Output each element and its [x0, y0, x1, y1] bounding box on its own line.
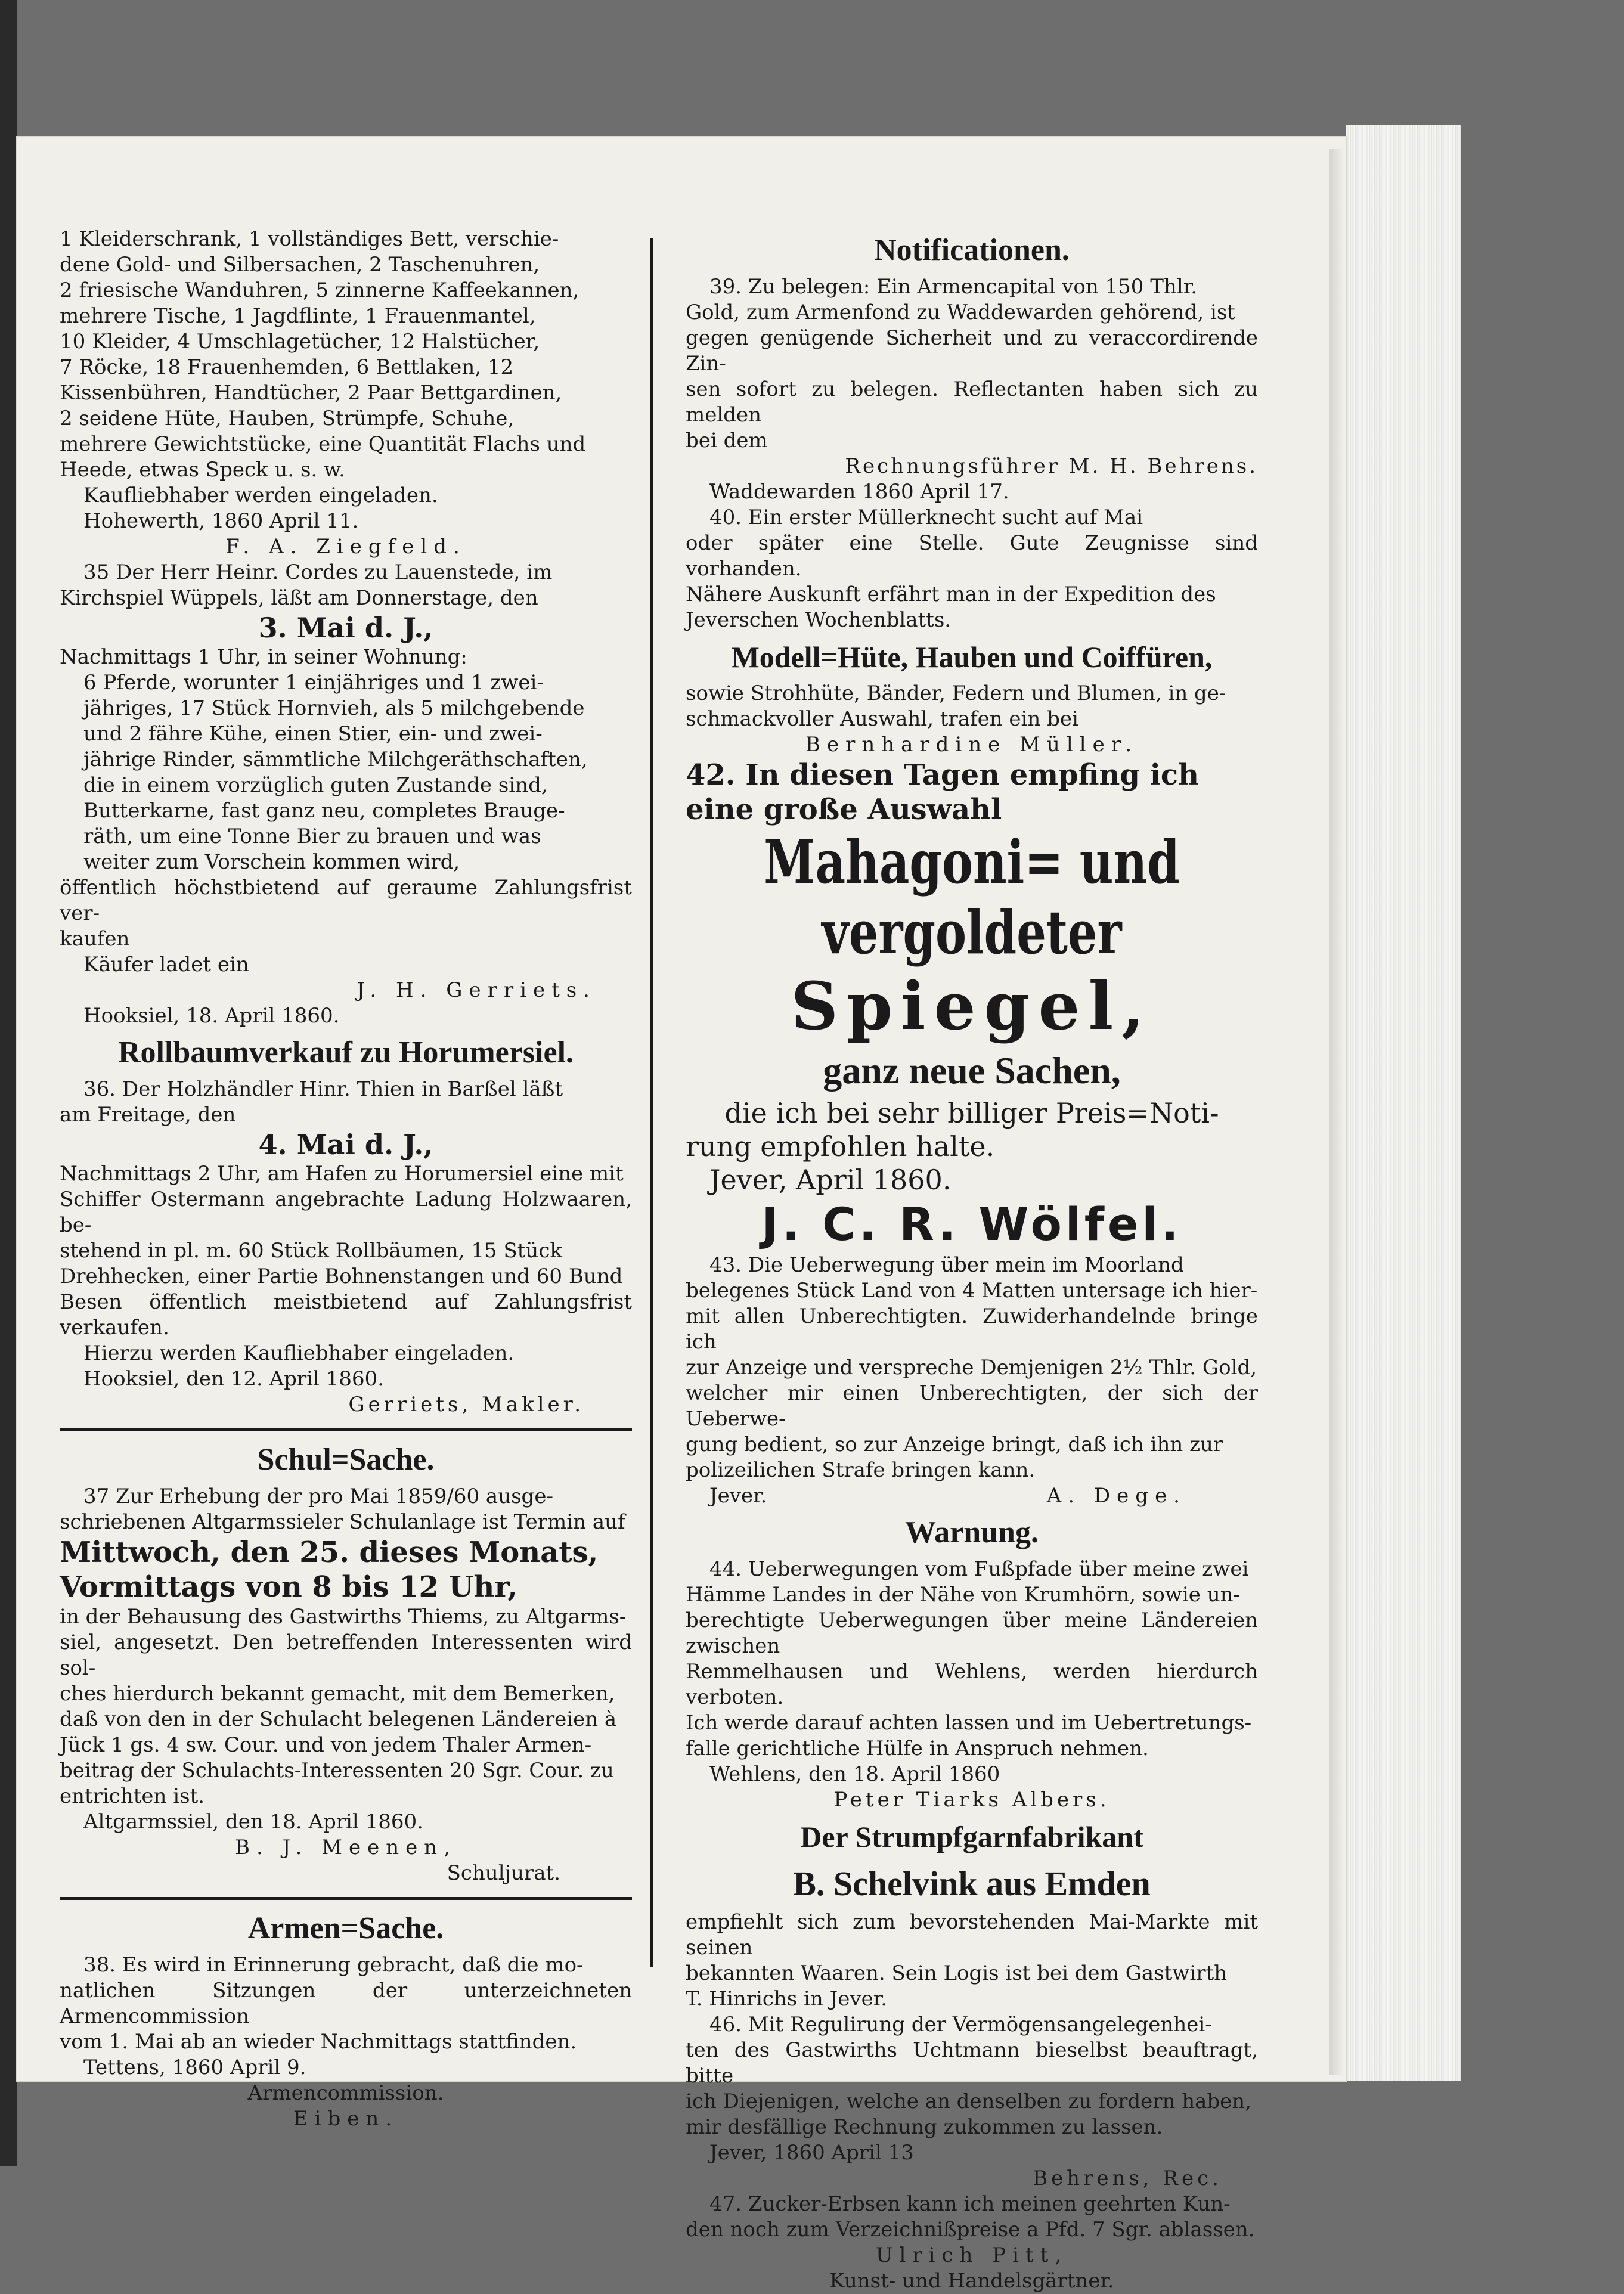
highlight-date: Mittwoch, den 25. dieses Monats,	[60, 1536, 599, 1569]
text-line: 40. Ein erster Müllerknecht sucht auf Mai	[709, 506, 1143, 529]
highlight-time: Vormittags von 8 bis 12 Uhr,	[60, 1570, 517, 1604]
text-line: empfiehlt sich zum bevorstehenden Mai-Markte mit seinen	[686, 1910, 1258, 1960]
text-line: Heede, etwas Speck u. s. w.	[60, 458, 345, 482]
text-line: belegenes Stück Land von 4 Matten untersage ich hier-	[686, 1279, 1258, 1303]
text-line: polizeilichen Strafe bringen kann.	[686, 1458, 1036, 1482]
text-line: schmackvoller Auswahl, trafen ein bei	[686, 707, 1078, 731]
text-line: Hämme Landes in der Nähe von Krumhörn, sowie un-	[686, 1583, 1241, 1607]
text-line: Kissenbühren, Handtücher, 2 Paar Bettgardinen,	[60, 381, 562, 405]
left-column	[60, 227, 632, 2132]
date-line: Hohewerth, 1860 April 11.	[83, 509, 359, 533]
text-line: beitrag der Schulachts-Interessenten 20 Sgr. Cour. zu	[60, 1759, 614, 1782]
text-line: weiter zum Vorschein kommen wird,	[83, 850, 460, 874]
highlight-date: 4. Mai d. J.,	[258, 1129, 433, 1161]
text-line: den noch zum Verzeichnißpreise a Pfd. 7 Sgr. ablassen.	[686, 2218, 1255, 2242]
section-heading: Rollbaumverkauf zu Horumersiel.	[117, 1036, 574, 1070]
signature-title: Schuljurat.	[447, 1861, 560, 1885]
text-line: kaufen	[60, 927, 130, 951]
right-column	[686, 227, 1258, 2294]
signature: B. J. Meenen,	[235, 1836, 457, 1859]
date-line: Waddewarden 1860 April 17.	[709, 480, 1009, 504]
text-line: 39. Zu belegen: Ein Armencapital von 150 Thlr.	[709, 275, 1198, 299]
section-heading: Schul=Sache.	[257, 1443, 435, 1477]
text-line: 46. Mit Regulirung der Vermögensangelegenhei-	[709, 2013, 1212, 2036]
text-line: gegen genügende Sicherheit und zu veraccordirende Zin-	[686, 326, 1258, 376]
text-line: Schiffer Ostermann angebrachte Ladung Holzwaaren, be-	[60, 1188, 632, 1237]
text-line: vom 1. Mai ab an wieder Nachmittags stattfinden.	[60, 2030, 577, 2054]
text-line: Nachmittags 2 Uhr, am Hafen zu Horumersiel eine mit	[60, 1162, 624, 1186]
place-line: Jever.	[709, 1484, 767, 1508]
text-line: 2 seidene Hüte, Hauben, Strümpfe, Schuhe,	[60, 407, 515, 430]
text-line: 2 friesische Wanduhren, 5 zinnerne Kaffeekannen,	[60, 278, 579, 302]
text-line: 47. Zucker-Erbsen kann ich meinen geehrten Kun-	[709, 2192, 1231, 2216]
text-line: zur Anzeige und verspreche Demjenigen 2½ Thlr. Gold,	[686, 1356, 1257, 1380]
ad-heading-large: Spiegel,	[791, 968, 1153, 1044]
text-line: berechtigte Ueberwegungen über meine Ländereien zwischen	[686, 1608, 1258, 1658]
divider-rule	[60, 1428, 632, 1431]
text-line: ten des Gastwirths Uchtmann bieselbst beauftragt, bitte	[686, 2038, 1258, 2088]
signature: Armencommission.	[247, 2081, 444, 2105]
text-line: dene Gold- und Silbersachen, 2 Taschenuhren,	[60, 253, 540, 277]
text-line: schriebenen Altgarmssieler Schulanlage ist Termin auf	[60, 1510, 625, 1534]
text-line: Remmelhausen und Wehlens, werden hierdurch verboten.	[686, 1660, 1258, 1709]
text-line: ches hierdurch bekannt gemacht, mit dem Bemerken,	[60, 1682, 615, 1706]
signature: Behrens, Rec.	[1033, 2166, 1222, 2190]
text-line: Nähere Auskunft erfährt man in der Expedition des	[686, 582, 1216, 606]
section-heading: Warnung.	[905, 1515, 1039, 1549]
signature: Gerriets, Makler.	[348, 1393, 584, 1416]
ad-heading: B. Schelvink aus Emden	[793, 1864, 1151, 1903]
date-line: Hooksiel, 18. April 1860.	[83, 1004, 340, 1028]
text-line: 43. Die Ueberwegung über mein im Moorland	[709, 1253, 1184, 1277]
text-line: jähriges, 17 Stück Hornvieh, als 5 milchgebende	[83, 696, 585, 720]
signature: Rechnungsführer M. H. Behrens.	[845, 454, 1258, 478]
text-line: gung bedient, so zur Anzeige bringt, daß ich ihn zur	[686, 1433, 1223, 1456]
divider-rule	[60, 1897, 632, 1900]
section-heading: Armen=Sache.	[247, 1911, 444, 1945]
text-line: bekannten Waaren. Sein Logis ist bei dem Gastwirth	[686, 1961, 1228, 1985]
text-line: 38. Es wird in Erinnerung gebracht, daß die mo-	[83, 1953, 584, 1977]
ad-heading-large: Mahagoni= und vergoldeter	[764, 827, 1180, 968]
date-line: Jever, 1860 April 13	[709, 2141, 914, 2165]
signature: Bernhardine Müller.	[805, 733, 1139, 757]
text-line: welcher mir einen Unberechtigten, der sich der Ueberwe-	[686, 1381, 1258, 1431]
page-fore-edge	[1329, 149, 1346, 2075]
text-line: mit allen Unberechtigten. Zuwiderhandelnde bringe ich	[686, 1304, 1258, 1354]
ad-heading: Modell=Hüte, Hauben und Coiffüren,	[731, 640, 1213, 674]
text-line: 37 Zur Erhebung der pro Mai 1859/60 ausge-	[83, 1484, 553, 1508]
column-divider	[650, 238, 653, 1967]
signature-title: Kunst- und Handelsgärtner.	[829, 2269, 1114, 2293]
text-line: in der Behausung des Gastwirths Thiems, zu Altgarms-	[60, 1605, 627, 1629]
text-line: Kirchspiel Wüppels, läßt am Donnerstage, den	[60, 586, 538, 610]
text-line: T. Hinrichs in Jever.	[686, 1987, 888, 2011]
text-line: Butterkarne, fast ganz neu, completes Brauge-	[83, 799, 565, 823]
text-line: bei dem	[686, 429, 768, 452]
text-line: sowie Strohhüte, Bänder, Federn und Blumen, in ge-	[686, 681, 1226, 705]
text-line: daß von den in der Schulacht belegenen Ländereien à	[60, 1707, 617, 1731]
text-line: Gold, zum Armenfond zu Waddewarden gehörend, ist	[686, 300, 1235, 324]
date-line: Tettens, 1860 April 9.	[83, 2056, 306, 2079]
text-line: mir desfällige Rechnung zukommen zu lassen.	[686, 2115, 1163, 2139]
text-line: Drehhecken, einer Partie Bohnenstangen und 60 Bund	[60, 1264, 623, 1288]
text-line: Ich werde darauf achten lassen und im Uebertretungs-	[686, 1711, 1252, 1735]
text-line: sen sofort zu belegen. Reflectanten haben sich zu melden	[686, 377, 1258, 427]
text-line: 6 Pferde, worunter 1 einjähriges und 1 zwei-	[83, 671, 544, 695]
text-line: Hierzu werden Kaufliebhaber eingeladen.	[83, 1341, 515, 1365]
ad-heading: Der Strumpfgarnfabrikant	[800, 1820, 1143, 1853]
text-line: und 2 fähre Kühe, einen Stier, ein- und zwei-	[83, 722, 543, 746]
signature: A. Dege.	[1046, 1484, 1186, 1508]
text-line: 35 Der Herr Heinr. Cordes zu Lauenstede, im	[83, 560, 553, 584]
signature: Peter Tiarks Albers.	[833, 1788, 1110, 1812]
text-line: räth, um eine Tonne Bier zu brauen und was	[83, 824, 541, 848]
book-binding	[0, 0, 17, 2166]
text-line: am Freitage, den	[60, 1103, 236, 1127]
text-line: Besen öffentlich meistbietend auf Zahlungsfrist verkaufen.	[60, 1290, 632, 1340]
text-line: Jeverschen Wochenblatts.	[686, 608, 952, 632]
text-line: entrichten ist.	[60, 1784, 205, 1808]
highlight-date: 3. Mai d. J.,	[258, 612, 433, 644]
text-line: natlichen Sitzungen der unterzeichneten Armencommission	[60, 1979, 632, 2028]
date-line: Altgarmssiel, den 18. April 1860.	[83, 1810, 423, 1834]
date-line: Wehlens, den 18. April 1860	[709, 1762, 1000, 1786]
text-line: 36. Der Holzhändler Hinr. Thien in Barßel läßt	[83, 1077, 563, 1101]
ad-line: eine große Auswahl	[686, 793, 1002, 826]
text-line: die in einem vorzüglich guten Zustande sind,	[83, 773, 548, 797]
text-line: Nachmittags 1 Uhr, in seiner Wohnung:	[60, 645, 467, 669]
text-line: Kaufliebhaber werden eingeladen.	[83, 483, 438, 507]
text-line: oder später eine Stelle. Gute Zeugnisse sind vorhanden.	[686, 531, 1258, 581]
text-line: mehrere Gewichtstücke, eine Quantität Flachs und	[60, 432, 586, 456]
signature-large: J. C. R. Wölfel.	[761, 1198, 1182, 1251]
text-line: 7 Röcke, 18 Frauenhemden, 6 Bettlaken, 12	[60, 355, 514, 379]
ad-line: die ich bei sehr billiger Preis=Noti-	[724, 1097, 1219, 1129]
text-line: siel, angesetzt. Den betreffenden Interessenten wird sol-	[60, 1630, 632, 1680]
date-line: Jever, April 1860.	[709, 1164, 952, 1196]
ad-line: rung empfohlen halte.	[686, 1130, 995, 1162]
signature: Ulrich Pitt,	[875, 2243, 1068, 2267]
text-line: falle gerichtliche Hülfe in Anspruch nehmen.	[686, 1737, 1149, 1760]
text-line: öffentlich höchstbietend auf geraume Zahlungsfrist ver-	[60, 876, 632, 925]
ad-line: 42. In diesen Tagen empfing ich	[686, 758, 1200, 792]
text-line: mehrere Tische, 1 Jagdflinte, 1 Frauenmantel,	[60, 304, 536, 328]
signature: J. H. Gerriets.	[357, 978, 596, 1002]
section-heading: Notificationen.	[874, 233, 1070, 267]
page-edges	[1346, 125, 1461, 2081]
date-line: Hooksiel, den 12. April 1860.	[83, 1367, 385, 1391]
signature: F. A. Ziegfeld.	[225, 535, 466, 559]
text-line: Käufer ladet ein	[83, 953, 249, 976]
text-line: ich Diejenigen, welche an denselben zu fordern haben,	[686, 2090, 1251, 2113]
ad-heading: ganz neue Sachen,	[823, 1049, 1121, 1092]
text-line: jährige Rinder, sämmtliche Milchgeräthschaften,	[83, 748, 588, 771]
text-line: 44. Ueberwegungen vom Fußpfade über meine zwei	[709, 1557, 1249, 1581]
text-line: 1 Kleiderschrank, 1 vollständiges Bett, verschie-	[60, 227, 559, 251]
text-line: Jück 1 gs. 4 sw. Cour. und von jedem Thaler Armen-	[60, 1733, 592, 1757]
text-line: stehend in pl. m. 60 Stück Rollbäumen, 15 Stück	[60, 1239, 562, 1263]
text-line: 10 Kleider, 4 Umschlagetücher, 12 Halstücher,	[60, 330, 540, 354]
signature: Eiben.	[293, 2107, 399, 2131]
